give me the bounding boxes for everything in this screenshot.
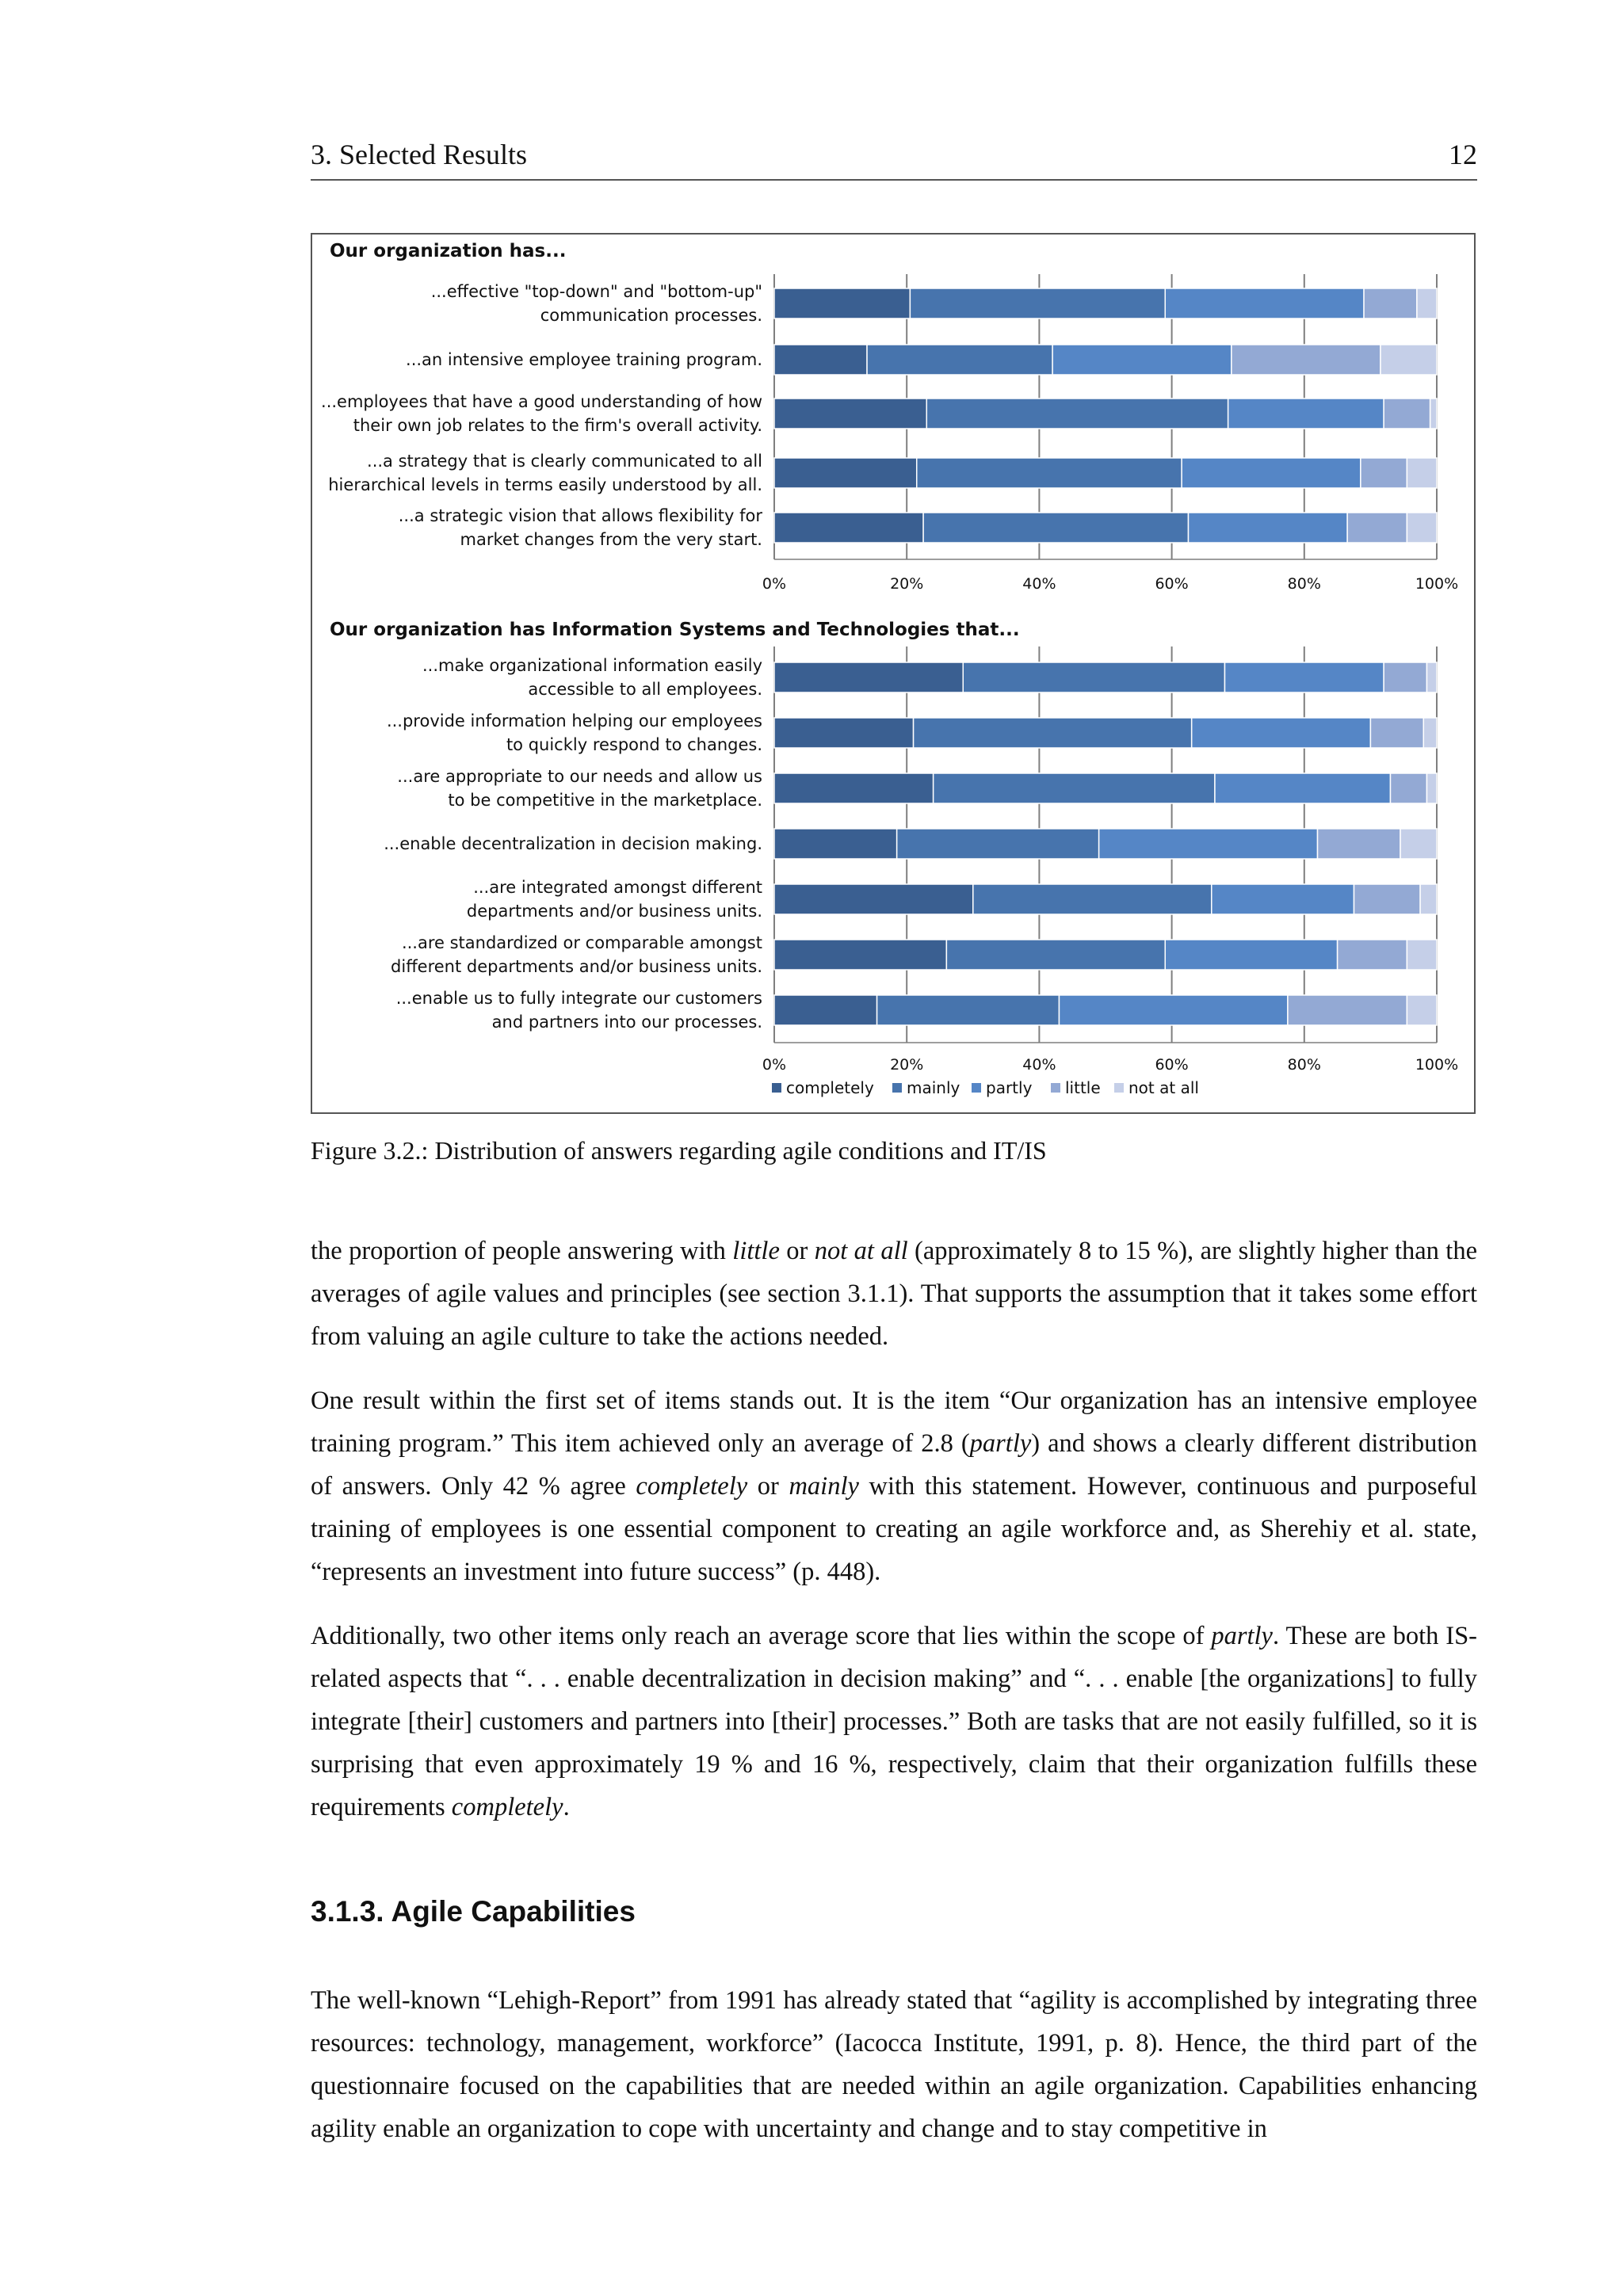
section-heading: 3.1.3. Agile Capabilities xyxy=(311,1895,636,1928)
paragraph-2: One result within the first set of items stands out. It is the item “Our organization has an intensive employee training program.” This item achieved only an average of 2.8 (partly) and shows a clearly different distribution of answers. Only 42 % agree completely or mainly with this statement. However, continuous and purposeful training of employees is one essential component to creating an agile workforce and, as Sherehiy et al. state, “represents an investment into future success” (p. 448). xyxy=(311,1386,1478,1586)
bar-segment xyxy=(1318,829,1401,859)
bar-segment xyxy=(1165,940,1337,970)
legend-swatch xyxy=(1114,1083,1124,1093)
category-label: ...employees that have a good understanding of how xyxy=(321,392,762,411)
bar-segment xyxy=(774,345,867,375)
x-tick-label: 20% xyxy=(890,575,924,593)
bar-segment xyxy=(946,940,1165,970)
category-label: ...are standardized or comparable amongst xyxy=(401,933,762,952)
bar-segment xyxy=(1165,288,1364,318)
category-label: ...make organizational information easily xyxy=(422,656,762,675)
bar-segment xyxy=(774,829,897,859)
bar-segment xyxy=(1059,995,1287,1025)
category-label: ...a strategy that is clearly communicated to all xyxy=(367,452,762,471)
bar-segment xyxy=(1361,458,1407,488)
paragraph-1: the proportion of people answering with little or not at all (approximately 8 to 15 %), are slightly higher than the averages of agile values and principles (see section 3.1.1). That supports the assumption that it takes some effort from valuing an agile culture to take the actions needed. xyxy=(311,1237,1477,1351)
bar-segment xyxy=(934,773,1215,803)
x-tick-label: 0% xyxy=(762,1056,787,1074)
bar-segment xyxy=(877,995,1060,1025)
section-title: 3. Selected Results xyxy=(311,139,527,170)
legend-swatch xyxy=(892,1083,902,1093)
bar-segment xyxy=(973,884,1212,914)
bar-segment xyxy=(963,662,1224,692)
figure xyxy=(311,233,1476,1114)
bar-segment xyxy=(1192,718,1371,748)
bar-segment xyxy=(1052,345,1232,375)
bar-segment xyxy=(774,718,914,748)
bar-segment xyxy=(1212,884,1354,914)
bar-segment xyxy=(1232,345,1381,375)
bar-segment xyxy=(910,288,1165,318)
bar-segment xyxy=(917,458,1182,488)
category-label: and partners into our processes. xyxy=(491,1013,762,1032)
bar-segment xyxy=(774,288,910,318)
x-tick-label: 80% xyxy=(1287,575,1321,593)
category-label: ...are appropriate to our needs and allow us xyxy=(397,767,762,786)
category-label: ...enable us to fully integrate our customers xyxy=(395,989,762,1008)
category-label: ...a strategic vision that allows flexibility for xyxy=(398,506,762,525)
x-tick-label: 80% xyxy=(1287,1056,1321,1074)
bar-segment xyxy=(774,773,934,803)
figure-caption: Figure 3.2.: Distribution of answers regarding agile conditions and IT/IS xyxy=(311,1136,1047,1165)
legend-label: mainly xyxy=(907,1078,960,1097)
bar-segment xyxy=(1228,399,1384,429)
bar-segment xyxy=(774,940,946,970)
bar-segment xyxy=(1189,513,1348,543)
bar-segment xyxy=(1426,773,1437,803)
category-label: their own job relates to the firm's overall activity. xyxy=(353,416,762,435)
bar-segment xyxy=(1215,773,1391,803)
x-tick-label: 40% xyxy=(1022,1056,1056,1074)
category-label: ...an intensive employee training program. xyxy=(406,350,762,369)
category-label: to be competitive in the marketplace. xyxy=(448,791,762,810)
bar-segment xyxy=(1384,662,1426,692)
bar-segment xyxy=(867,345,1052,375)
bar-segment xyxy=(1407,995,1437,1025)
page-number: 12 xyxy=(1449,139,1477,170)
bar-segment xyxy=(1423,718,1437,748)
x-tick-label: 40% xyxy=(1022,575,1056,593)
paragraph-4: The well-known “Lehigh-Report” from 1991 has already stated that “agility is accomplished by integrating three resources: technology, management, workforce” (Iacocca Institute, 1991, p. 8). Hence, the third part of the questionnaire focused on the capabilities that are needed within an agile organization. Capabilities enhancing agility enable an organization to cope with uncertainty and change and to stay competitive in xyxy=(311,1986,1477,2143)
bar-segment xyxy=(1364,288,1417,318)
x-tick-label: 60% xyxy=(1155,1056,1189,1074)
bar-segment xyxy=(1407,458,1437,488)
category-label: different departments and/or business units. xyxy=(391,957,762,976)
bar-segment xyxy=(1381,345,1437,375)
bar-segment xyxy=(774,995,877,1025)
x-tick-label: 20% xyxy=(890,1056,924,1074)
category-label: communication processes. xyxy=(540,306,762,325)
bar-segment xyxy=(1420,884,1437,914)
body-text xyxy=(311,1230,1477,1850)
bar-segment xyxy=(1407,940,1437,970)
citation-link[interactable]: Sherehiy et al. xyxy=(1260,1515,1415,1543)
bar-segment xyxy=(897,829,1099,859)
x-tick-label: 0% xyxy=(762,575,787,593)
legend-label: partly xyxy=(986,1078,1033,1097)
legend-label: completely xyxy=(786,1078,874,1097)
bar-segment xyxy=(923,513,1188,543)
bar-segment xyxy=(1407,513,1437,543)
legend-swatch xyxy=(972,1083,981,1093)
bar-segment xyxy=(774,399,926,429)
bar-segment xyxy=(1370,718,1423,748)
bar-segment xyxy=(1354,884,1421,914)
x-tick-label: 60% xyxy=(1155,575,1189,593)
paragraph-3: Additionally, two other items only reach an average score that lies within the scope of partly. These are both IS-related aspects that “. . . enable decentralization in decision making” and “. . . enable [the organizations] to fully integrate [their] customers and partners into [their] processes.” Both are tasks that are not easily fulfilled, so it is surprising that even approximately 19 % and 16 %, respectively, claim that their organization fulfills these requirements completely. xyxy=(311,1622,1478,1821)
bar-segment xyxy=(774,458,917,488)
legend-swatch xyxy=(772,1083,781,1093)
category-label: ...are integrated amongst different xyxy=(473,878,762,897)
legend-label: not at all xyxy=(1128,1078,1199,1097)
bar-segment xyxy=(774,662,963,692)
category-label: departments and/or business units. xyxy=(466,902,762,921)
bar-segment xyxy=(1182,458,1361,488)
citation-link[interactable]: Iacocca Institute, 1991 xyxy=(843,2029,1088,2058)
category-label: ...enable decentralization in decision making. xyxy=(384,834,762,853)
x-tick-label: 100% xyxy=(1415,575,1459,593)
bar-segment xyxy=(1400,829,1437,859)
x-tick-label: 100% xyxy=(1415,1056,1459,1074)
bar-segment xyxy=(1347,513,1407,543)
body-text-2 xyxy=(311,1979,1477,2172)
category-label: ...effective "top-down" and "bottom-up" xyxy=(430,282,762,301)
legend-swatch xyxy=(1051,1083,1060,1093)
bar-segment xyxy=(1430,399,1437,429)
category-label: hierarchical levels in terms easily understood by all. xyxy=(328,475,762,494)
stacked-bar-charts xyxy=(312,235,1474,1112)
bar-segment xyxy=(1426,662,1437,692)
chart-title: Our organization has... xyxy=(330,241,567,261)
bar-segment xyxy=(1390,773,1426,803)
bar-segment xyxy=(1384,399,1430,429)
category-label: market changes from the very start. xyxy=(460,530,762,549)
category-label: to quickly respond to changes. xyxy=(506,735,762,754)
bar-segment xyxy=(774,884,973,914)
legend-label: little xyxy=(1065,1078,1101,1097)
bar-segment xyxy=(926,399,1228,429)
bar-segment xyxy=(1338,940,1407,970)
category-label: ...provide information helping our employees xyxy=(386,711,762,730)
bar-segment xyxy=(1224,662,1384,692)
category-label: accessible to all employees. xyxy=(528,680,762,699)
running-head xyxy=(311,135,1477,181)
bar-segment xyxy=(774,513,923,543)
bar-segment xyxy=(1099,829,1318,859)
chart-title: Our organization has Information Systems and Technologies that... xyxy=(330,620,1020,640)
bar-segment xyxy=(1417,288,1437,318)
bar-segment xyxy=(914,718,1192,748)
bar-segment xyxy=(1288,995,1407,1025)
